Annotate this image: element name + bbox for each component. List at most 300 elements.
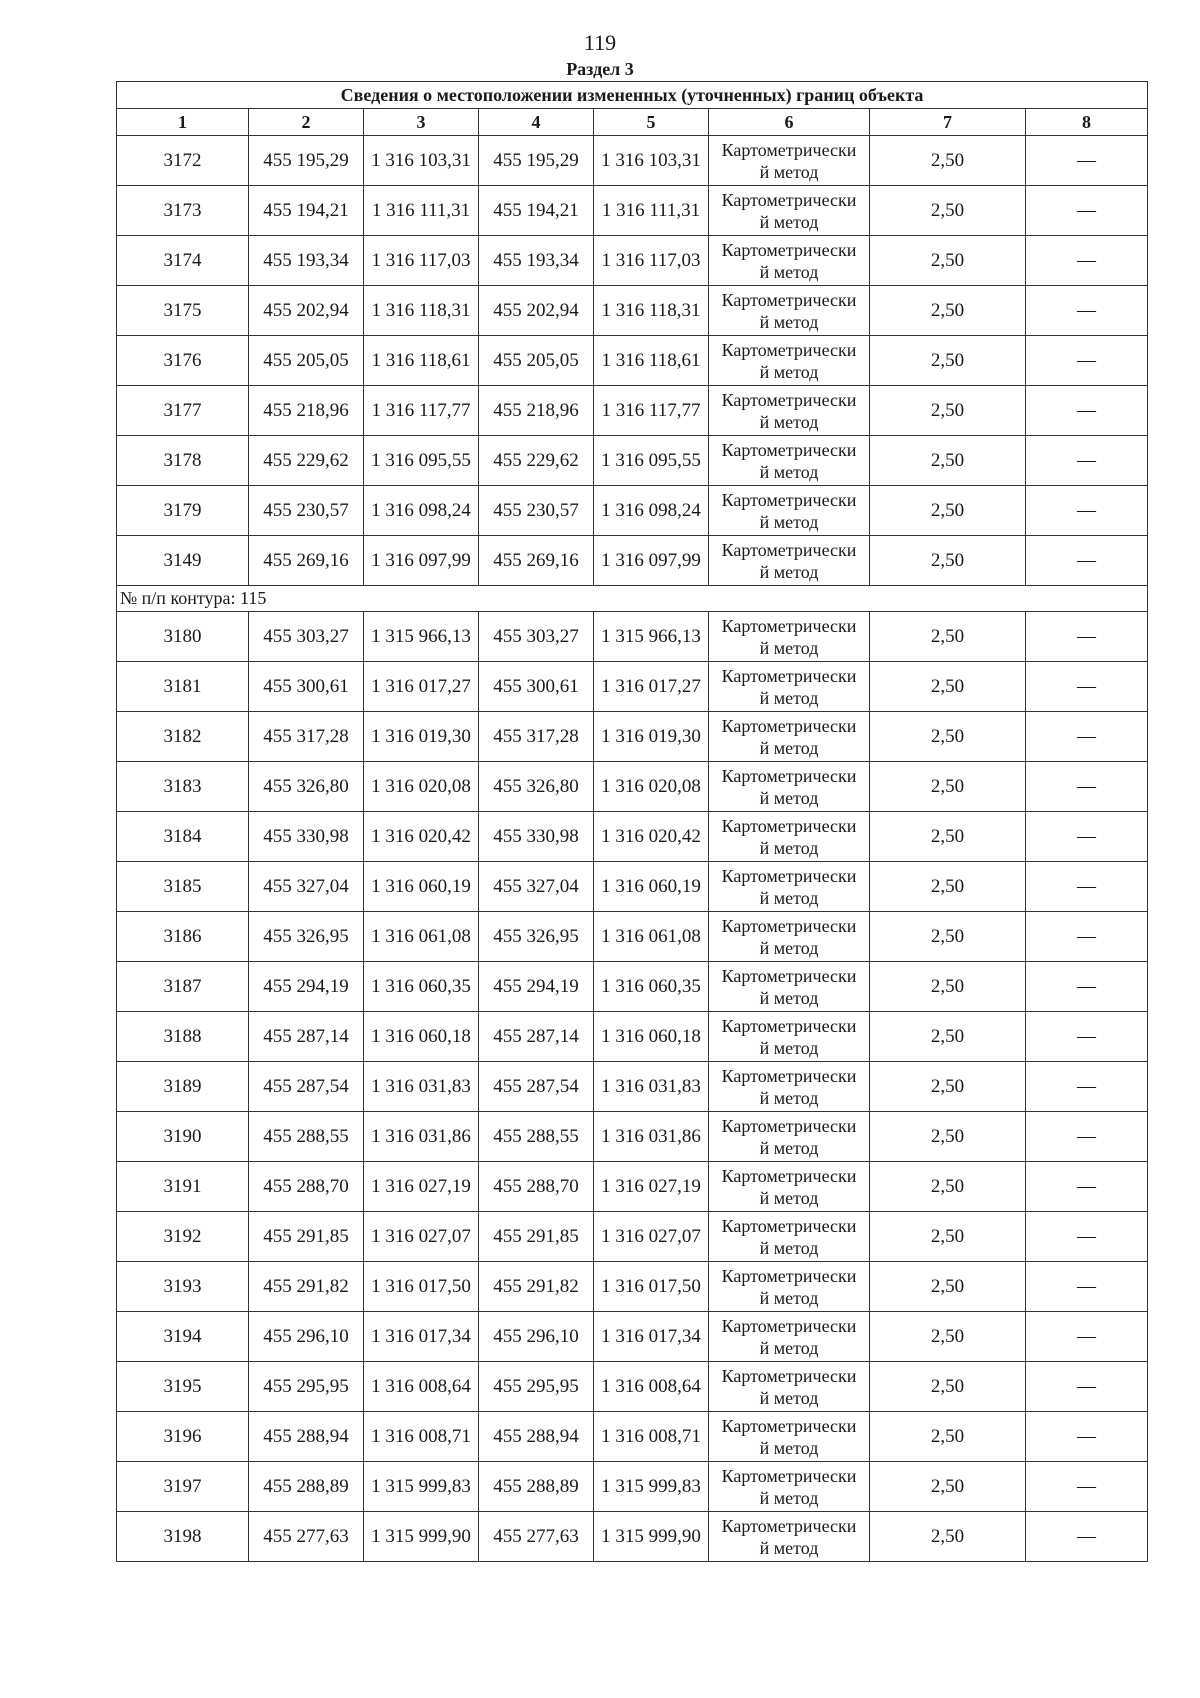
new-y-cell: 1 316 061,08 [594,912,709,962]
new-x-cell: 455 288,55 [479,1112,594,1162]
method-cell [709,1212,870,1262]
accuracy-cell: 2,50 [870,1412,1026,1462]
point-number-cell: 3197 [117,1462,249,1512]
new-x-cell: 455 294,19 [479,962,594,1012]
new-y-cell: 1 316 031,86 [594,1112,709,1162]
method-cell [709,712,870,762]
new-y-cell: 1 316 118,31 [594,286,709,336]
description-cell: — [1026,662,1148,712]
description-cell: — [1026,612,1148,662]
table-row [117,436,1148,486]
method-line-1: Картометрически [721,539,857,560]
method-line-2: й метод [759,1087,819,1108]
method-line-1: Картометрически [721,815,857,836]
table-row [117,136,1148,186]
table-row [117,236,1148,286]
method-line-2: й метод [759,937,819,958]
new-x-cell: 455 295,95 [479,1362,594,1412]
point-number-cell: 3149 [117,536,249,586]
old-y-cell: 1 316 095,55 [364,436,479,486]
method-cell [709,1062,870,1112]
method-line-1: Картометрически [721,389,857,410]
new-x-cell: 455 291,85 [479,1212,594,1262]
old-y-cell: 1 316 008,71 [364,1412,479,1462]
old-x-cell: 455 287,54 [249,1062,364,1112]
method-line-2: й метод [759,1187,819,1208]
point-number-cell: 3183 [117,762,249,812]
old-y-cell: 1 316 027,07 [364,1212,479,1262]
method-cell [709,136,870,186]
method-line-2: й метод [759,561,819,582]
method-cell [709,1312,870,1362]
old-x-cell: 455 287,14 [249,1012,364,1062]
old-x-cell: 455 294,19 [249,962,364,1012]
method-line-2: й метод [759,637,819,658]
method-cell [709,1412,870,1462]
new-x-cell: 455 303,27 [479,612,594,662]
method-cell [709,862,870,912]
method-line-1: Картометрически [721,1315,857,1336]
method-line-1: Картометрически [721,1515,857,1536]
table-caption: Сведения о местоположении измененных (уточненных) границ объекта [117,82,1148,109]
table-row [117,612,1148,662]
point-number-cell: 3186 [117,912,249,962]
description-cell: — [1026,1162,1148,1212]
old-y-cell: 1 316 111,31 [364,186,479,236]
method-line-1: Картометрически [721,1465,857,1486]
old-y-cell: 1 316 017,34 [364,1312,479,1362]
old-y-cell: 1 315 999,90 [364,1512,479,1562]
old-x-cell: 455 326,95 [249,912,364,962]
description-cell: — [1026,436,1148,486]
old-x-cell: 455 194,21 [249,186,364,236]
method-cell [709,536,870,586]
accuracy-cell: 2,50 [870,1162,1026,1212]
old-y-cell: 1 316 027,19 [364,1162,479,1212]
method-cell [709,612,870,662]
column-header: 5 [594,109,709,136]
new-y-cell: 1 316 020,08 [594,762,709,812]
accuracy-cell: 2,50 [870,1112,1026,1162]
accuracy-cell: 2,50 [870,1462,1026,1512]
point-number-cell: 3185 [117,862,249,912]
method-line-1: Картометрически [721,1065,857,1086]
method-line-1: Картометрически [721,1215,857,1236]
new-y-cell: 1 316 027,19 [594,1162,709,1212]
description-cell: — [1026,186,1148,236]
point-number-cell: 3196 [117,1412,249,1462]
accuracy-cell: 2,50 [870,486,1026,536]
new-x-cell: 455 317,28 [479,712,594,762]
contour-row [117,586,1148,612]
accuracy-cell: 2,50 [870,286,1026,336]
new-y-cell: 1 315 966,13 [594,612,709,662]
description-cell: — [1026,536,1148,586]
new-x-cell: 455 230,57 [479,486,594,536]
method-line-1: Картометрически [721,289,857,310]
method-line-2: й метод [759,311,819,332]
new-x-cell: 455 287,14 [479,1012,594,1062]
table-row [117,1412,1148,1462]
accuracy-cell: 2,50 [870,712,1026,762]
accuracy-cell: 2,50 [870,1312,1026,1362]
method-line-1: Картометрически [721,1265,857,1286]
table-row [117,1112,1148,1162]
new-y-cell: 1 316 117,77 [594,386,709,436]
old-y-cell: 1 316 097,99 [364,536,479,586]
new-x-cell: 455 195,29 [479,136,594,186]
old-y-cell: 1 316 117,03 [364,236,479,286]
method-cell [709,486,870,536]
method-line-2: й метод [759,361,819,382]
table-row [117,336,1148,386]
description-cell: — [1026,486,1148,536]
old-x-cell: 455 295,95 [249,1362,364,1412]
description-cell: — [1026,862,1148,912]
old-x-cell: 455 288,89 [249,1462,364,1512]
method-cell [709,1012,870,1062]
method-line-2: й метод [759,1537,819,1558]
new-y-cell: 1 316 117,03 [594,236,709,286]
method-line-1: Картометрически [721,189,857,210]
old-y-cell: 1 315 966,13 [364,612,479,662]
method-line-2: й метод [759,211,819,232]
old-x-cell: 455 300,61 [249,662,364,712]
description-cell: — [1026,286,1148,336]
accuracy-cell: 2,50 [870,862,1026,912]
old-y-cell: 1 316 098,24 [364,486,479,536]
old-x-cell: 455 229,62 [249,436,364,486]
point-number-cell: 3191 [117,1162,249,1212]
old-x-cell: 455 193,34 [249,236,364,286]
old-x-cell: 455 303,27 [249,612,364,662]
method-cell [709,1462,870,1512]
old-y-cell: 1 316 060,18 [364,1012,479,1062]
table-row [117,1312,1148,1362]
method-line-2: й метод [759,737,819,758]
table-row [117,1062,1148,1112]
old-x-cell: 455 195,29 [249,136,364,186]
accuracy-cell: 2,50 [870,1262,1026,1312]
table-row [117,286,1148,336]
description-cell: — [1026,1062,1148,1112]
method-cell [709,1262,870,1312]
new-y-cell: 1 316 027,07 [594,1212,709,1262]
accuracy-cell: 2,50 [870,236,1026,286]
point-number-cell: 3176 [117,336,249,386]
new-y-cell: 1 316 118,61 [594,336,709,386]
old-y-cell: 1 316 117,77 [364,386,479,436]
coordinates-table [116,81,1148,1562]
old-x-cell: 455 330,98 [249,812,364,862]
point-number-cell: 3181 [117,662,249,712]
table-row [117,486,1148,536]
old-x-cell: 455 296,10 [249,1312,364,1362]
method-line-2: й метод [759,411,819,432]
accuracy-cell: 2,50 [870,662,1026,712]
new-x-cell: 455 296,10 [479,1312,594,1362]
table-row [117,386,1148,436]
method-line-1: Картометрически [721,439,857,460]
old-y-cell: 1 316 118,31 [364,286,479,336]
new-x-cell: 455 288,94 [479,1412,594,1462]
method-line-2: й метод [759,1237,819,1258]
point-number-cell: 3190 [117,1112,249,1162]
new-y-cell: 1 316 019,30 [594,712,709,762]
new-y-cell: 1 316 020,42 [594,812,709,862]
description-cell: — [1026,1462,1148,1512]
new-y-cell: 1 316 103,31 [594,136,709,186]
point-number-cell: 3177 [117,386,249,436]
table-row [117,1362,1148,1412]
description-cell: — [1026,386,1148,436]
accuracy-cell: 2,50 [870,186,1026,236]
new-y-cell: 1 316 017,27 [594,662,709,712]
new-y-cell: 1 316 060,35 [594,962,709,1012]
method-line-2: й метод [759,887,819,908]
new-y-cell: 1 316 097,99 [594,536,709,586]
table-row [117,762,1148,812]
new-x-cell: 455 193,34 [479,236,594,286]
method-line-2: й метод [759,461,819,482]
point-number-cell: 3193 [117,1262,249,1312]
method-line-1: Картометрически [721,339,857,360]
description-cell: — [1026,962,1148,1012]
method-cell [709,1112,870,1162]
point-number-cell: 3174 [117,236,249,286]
accuracy-cell: 2,50 [870,612,1026,662]
old-x-cell: 455 269,16 [249,536,364,586]
accuracy-cell: 2,50 [870,336,1026,386]
old-x-cell: 455 291,85 [249,1212,364,1262]
new-x-cell: 455 330,98 [479,812,594,862]
section-title: Раздел 3 [566,59,634,79]
accuracy-cell: 2,50 [870,1212,1026,1262]
description-cell: — [1026,336,1148,386]
table-row [117,812,1148,862]
new-x-cell: 455 218,96 [479,386,594,436]
contour-label: № п/п контура: 115 [117,586,1148,612]
method-cell [709,386,870,436]
method-line-1: Картометрически [721,1415,857,1436]
new-x-cell: 455 277,63 [479,1512,594,1562]
accuracy-cell: 2,50 [870,762,1026,812]
method-line-1: Картометрически [721,915,857,936]
new-x-cell: 455 327,04 [479,862,594,912]
accuracy-cell: 2,50 [870,1062,1026,1112]
old-x-cell: 455 202,94 [249,286,364,336]
method-line-2: й метод [759,787,819,808]
new-x-cell: 455 287,54 [479,1062,594,1112]
point-number-cell: 3195 [117,1362,249,1412]
method-cell [709,286,870,336]
method-line-2: й метод [759,511,819,532]
old-y-cell: 1 316 008,64 [364,1362,479,1412]
new-x-cell: 455 291,82 [479,1262,594,1312]
old-y-cell: 1 316 103,31 [364,136,479,186]
description-cell: — [1026,1412,1148,1462]
old-y-cell: 1 316 020,42 [364,812,479,862]
old-x-cell: 455 317,28 [249,712,364,762]
method-cell [709,662,870,712]
method-line-1: Картометрически [721,1365,857,1386]
new-y-cell: 1 316 008,71 [594,1412,709,1462]
method-line-1: Картометрически [721,765,857,786]
accuracy-cell: 2,50 [870,386,1026,436]
new-y-cell: 1 316 017,34 [594,1312,709,1362]
table-row [117,662,1148,712]
table-row [117,1462,1148,1512]
table-row [117,962,1148,1012]
old-y-cell: 1 316 060,35 [364,962,479,1012]
point-number-cell: 3180 [117,612,249,662]
new-y-cell: 1 316 098,24 [594,486,709,536]
table-row [117,1012,1148,1062]
new-x-cell: 455 326,95 [479,912,594,962]
accuracy-cell: 2,50 [870,536,1026,586]
description-cell: — [1026,812,1148,862]
method-line-2: й метод [759,687,819,708]
point-number-cell: 3187 [117,962,249,1012]
point-number-cell: 3184 [117,812,249,862]
accuracy-cell: 2,50 [870,1512,1026,1562]
method-line-2: й метод [759,1137,819,1158]
old-x-cell: 455 288,55 [249,1112,364,1162]
method-line-2: й метод [759,261,819,282]
method-line-2: й метод [759,1037,819,1058]
point-number-cell: 3172 [117,136,249,186]
method-line-1: Картометрически [721,1015,857,1036]
method-cell [709,812,870,862]
new-y-cell: 1 316 095,55 [594,436,709,486]
description-cell: — [1026,762,1148,812]
point-number-cell: 3188 [117,1012,249,1062]
new-x-cell: 455 202,94 [479,286,594,336]
old-y-cell: 1 315 999,83 [364,1462,479,1512]
method-line-1: Картометрически [721,1165,857,1186]
description-cell: — [1026,712,1148,762]
new-y-cell: 1 316 031,83 [594,1062,709,1112]
new-y-cell: 1 316 017,50 [594,1262,709,1312]
description-cell: — [1026,1312,1148,1362]
accuracy-cell: 2,50 [870,1362,1026,1412]
table-row [117,712,1148,762]
method-cell [709,436,870,486]
column-header: 7 [870,109,1026,136]
accuracy-cell: 2,50 [870,962,1026,1012]
old-y-cell: 1 316 061,08 [364,912,479,962]
old-x-cell: 455 291,82 [249,1262,364,1312]
old-x-cell: 455 288,70 [249,1162,364,1212]
new-x-cell: 455 326,80 [479,762,594,812]
point-number-cell: 3182 [117,712,249,762]
new-x-cell: 455 205,05 [479,336,594,386]
new-y-cell: 1 315 999,83 [594,1462,709,1512]
new-y-cell: 1 315 999,90 [594,1512,709,1562]
old-y-cell: 1 316 031,86 [364,1112,479,1162]
new-x-cell: 455 288,89 [479,1462,594,1512]
point-number-cell: 3189 [117,1062,249,1112]
method-line-2: й метод [759,161,819,182]
table-row [117,1512,1148,1562]
description-cell: — [1026,236,1148,286]
description-cell: — [1026,912,1148,962]
new-x-cell: 455 229,62 [479,436,594,486]
old-x-cell: 455 277,63 [249,1512,364,1562]
table-row [117,1262,1148,1312]
description-cell: — [1026,136,1148,186]
point-number-cell: 3198 [117,1512,249,1562]
method-line-1: Картометрически [721,615,857,636]
table-row [117,1212,1148,1262]
column-header: 3 [364,109,479,136]
old-x-cell: 455 230,57 [249,486,364,536]
method-line-2: й метод [759,1437,819,1458]
new-y-cell: 1 316 008,64 [594,1362,709,1412]
accuracy-cell: 2,50 [870,1012,1026,1062]
method-line-2: й метод [759,837,819,858]
description-cell: — [1026,1362,1148,1412]
method-line-1: Картометрически [721,489,857,510]
description-cell: — [1026,1512,1148,1562]
method-line-1: Картометрически [721,965,857,986]
description-cell: — [1026,1262,1148,1312]
column-header: 4 [479,109,594,136]
method-line-1: Картометрически [721,715,857,736]
new-x-cell: 455 300,61 [479,662,594,712]
table-caption-row [117,82,1148,109]
new-x-cell: 455 288,70 [479,1162,594,1212]
new-y-cell: 1 316 111,31 [594,186,709,236]
old-x-cell: 455 218,96 [249,386,364,436]
point-number-cell: 3175 [117,286,249,336]
method-line-1: Картометрически [721,139,857,160]
new-x-cell: 455 194,21 [479,186,594,236]
method-cell [709,762,870,812]
method-cell [709,1362,870,1412]
old-y-cell: 1 316 017,27 [364,662,479,712]
method-line-2: й метод [759,1287,819,1308]
method-cell [709,912,870,962]
old-y-cell: 1 316 060,19 [364,862,479,912]
table-row [117,536,1148,586]
method-line-2: й метод [759,1487,819,1508]
method-line-2: й метод [759,1387,819,1408]
old-x-cell: 455 327,04 [249,862,364,912]
method-cell [709,1162,870,1212]
method-line-1: Картометрически [721,865,857,886]
point-number-cell: 3194 [117,1312,249,1362]
table-row [117,1162,1148,1212]
method-cell [709,336,870,386]
method-cell [709,186,870,236]
old-x-cell: 455 205,05 [249,336,364,386]
point-number-cell: 3173 [117,186,249,236]
method-line-1: Картометрически [721,1115,857,1136]
column-header: 6 [709,109,870,136]
table-row [117,186,1148,236]
accuracy-cell: 2,50 [870,136,1026,186]
old-x-cell: 455 326,80 [249,762,364,812]
new-x-cell: 455 269,16 [479,536,594,586]
column-header: 8 [1026,109,1148,136]
new-y-cell: 1 316 060,19 [594,862,709,912]
method-cell [709,236,870,286]
column-header: 1 [117,109,249,136]
method-line-2: й метод [759,987,819,1008]
method-line-1: Картометрически [721,239,857,260]
accuracy-cell: 2,50 [870,436,1026,486]
